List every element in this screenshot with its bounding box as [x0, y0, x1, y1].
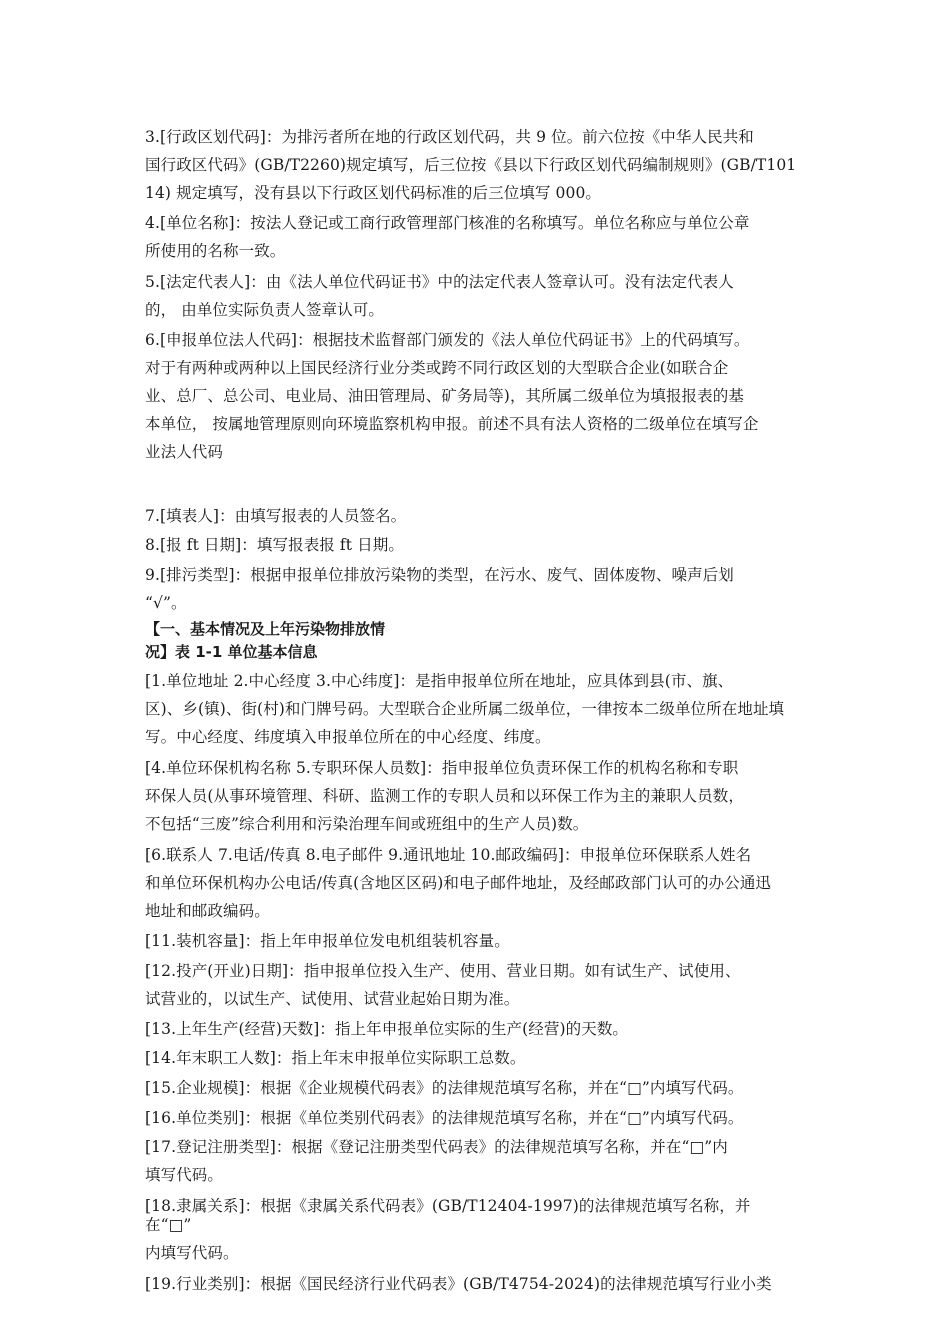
text-line: [16.单位类别]：根据《单位类别代码表》的法律规范填写名称，并在“□”内填写代码。	[145, 1109, 744, 1127]
text-line: 业、总厂、总公司、电业局、油田管理局、矿务局等)，其所属二级单位为填报报表的基	[145, 387, 744, 405]
text-line: 6.[申报单位法人代码]：根据技术监督部门颁发的《法人单位代码证书》上的代码填写。	[145, 331, 750, 349]
text-line: 8.[报 ft 日期]：填写报表报 ft 日期。	[145, 536, 404, 554]
text-line: [4.单位环保机构名称 5.专职环保人员数]：指申报单位负责环保工作的机构名称和专职	[145, 759, 739, 777]
text-line: 4.[单位名称]：按法人登记或工商行政管理部门核准的名称填写。单位名称应与单位公章	[145, 214, 750, 232]
text-line: [13.上年生产(经营)天数]：指上年申报单位实际的生产(经营)的天数。	[145, 1020, 629, 1038]
text-line: [15.企业规模]：根据《企业规模代码表》的法律规范填写名称，并在“□”内填写代码。	[145, 1079, 744, 1097]
text-line: 9.[排污类型]：根据申报单位排放污染物的类型，在污水、废气、固体废物、噪声后划	[145, 566, 734, 584]
text-line: 试营业的，以试生产、试使用、试营业起始日期为准。	[145, 990, 520, 1008]
text-line: [14.年末职工人数]：指上年末申报单位实际职工总数。	[145, 1049, 526, 1067]
section-heading: 【一、基本情况及上年污染物排放情	[145, 620, 386, 638]
text-line: 填写代码。	[145, 1166, 224, 1184]
text-line: 区)、乡(镇)、街(村)和门牌号码。大型联合企业所属二级单位，一律按本二级单位所在地址填	[145, 700, 785, 718]
text-line: 的， 由单位实际负责人签章认可。	[145, 301, 385, 319]
text-line: 国行政区代码》(GB/T2260)规定填写，后三位按《县以下行政区划代码编制规则》(GB/T101	[145, 156, 797, 174]
text-line: 环保人员(从事环境管理、科研、监测工作的专职人员和以环保工作为主的兼职人员数，	[145, 787, 744, 805]
text-line: 写。中心经度、纬度填入申报单位所在的中心经度、纬度。	[145, 728, 551, 746]
text-line: 业法人代码	[145, 443, 224, 461]
text-line: [12.投产(开业)日期]：指申报单位投入生产、使用、营业日期。如有试生产、试使用、	[145, 962, 741, 980]
text-line: 本单位， 按属地管理原则向环境监察机构申报。前述不具有法人资格的二级单位在填写企	[145, 415, 759, 433]
text-line: 3.[行政区划代码]：为排污者所在地的行政区划代码，共 9 位。前六位按《中华人民共和	[145, 128, 754, 146]
text-line: 在“□”	[145, 1216, 192, 1234]
text-line: 不包括“三废”综合利用和污染治理车间或班组中的生产人员)数。	[145, 815, 589, 833]
text-line: 7.[填表人]：由填写报表的人员签名。	[145, 507, 407, 525]
text-line: 所使用的名称一致。	[145, 242, 286, 260]
text-line: [1.单位地址 2.中心经度 3.中心纬度]：是指申报单位所在地址，应具体到县(市、旗、	[145, 672, 734, 690]
text-line: 地址和邮政编码。	[145, 902, 270, 920]
text-line: [6.联系人 7.电话/传真 8.电子邮件 9.通讯地址 10.邮政编码]：申报单位环保联系人姓名	[145, 846, 752, 864]
text-line: 5.[法定代表人]：由《法人单位代码证书》中的法定代表人签章认可。没有法定代表人	[145, 273, 734, 291]
text-line: 对于有两种或两种以上国民经济行业分类或跨不同行政区划的大型联合企业(如联合企	[145, 359, 729, 377]
text-line: 14) 规定填写，没有县以下行政区划代码标准的后三位填写 000。	[145, 184, 602, 202]
text-line: [17.登记注册类型]：根据《登记注册类型代码表》的法律规范填写名称，并在“□”内	[145, 1138, 728, 1156]
text-line: [19.行业类别]：根据《国民经济行业代码表》(GB/T4754-2024)的法律规范填写行业小类	[145, 1275, 772, 1293]
section-heading: 况】表 1-1 单位基本信息	[145, 643, 318, 661]
text-line: “√”。	[145, 594, 187, 612]
text-line: [18.隶属关系]：根据《隶属关系代码表》(GB/T12404-1997)的法律规范填写名称，并	[145, 1197, 751, 1215]
text-line: [11.装机容量]：指上年申报单位发电机组装机容量。	[145, 932, 510, 950]
text-line: 和单位环保机构办公电话/传真(含地区区码)和电子邮件地址，及经邮政部门认可的办公通迅	[145, 874, 772, 892]
text-line: 内填写代码。	[145, 1244, 239, 1262]
